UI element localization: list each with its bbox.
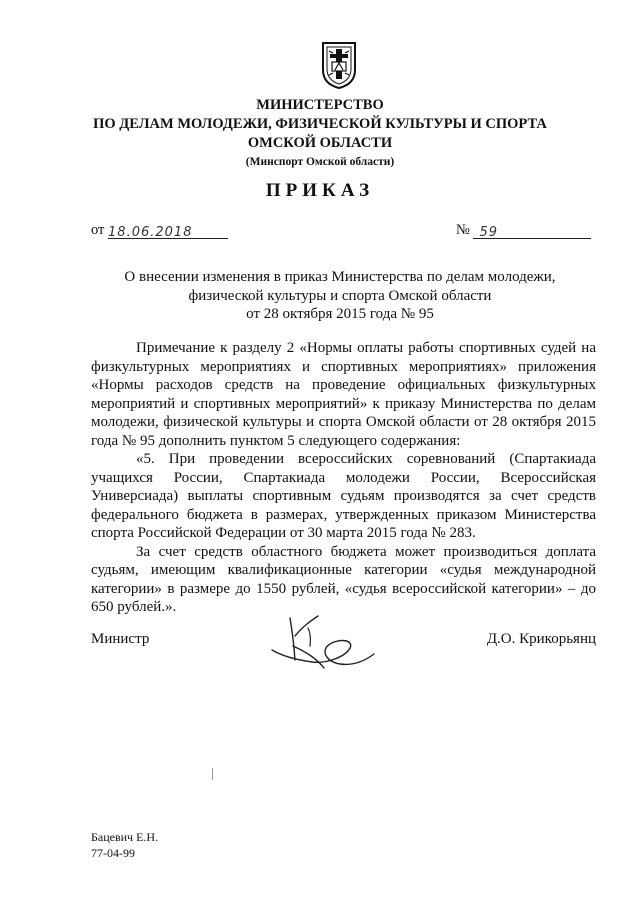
- handwritten-signature: [268, 610, 378, 676]
- executor-info: [91, 829, 158, 861]
- ministry-name-line-2: ПО ДЕЛАМ МОЛОДЕЖИ, ФИЗИЧЕСКОЙ КУЛЬТУРЫ И СПОРТА: [93, 116, 547, 132]
- executor-phone: 77-04-99: [91, 846, 135, 860]
- scan-mark: [212, 768, 213, 780]
- ministry-short-name: (Минспорт Омской области): [245, 156, 395, 168]
- signatory-position: Министр: [91, 631, 150, 647]
- signatory-name: Д.О. Крикорьянц: [486, 631, 596, 647]
- ministry-name-line-1: МИНИСТЕРСТВО: [256, 97, 384, 113]
- date-prefix: от: [91, 222, 105, 238]
- executor-name: Бацевич Е.Н.: [91, 830, 159, 844]
- order-date-line: [91, 222, 228, 239]
- number-prefix: №: [456, 222, 470, 238]
- number-underline: [473, 224, 591, 239]
- date-underline: [108, 224, 228, 239]
- subject-line-3: от 28 октября 2015 года № 95: [246, 306, 434, 322]
- order-subject: [60, 268, 620, 324]
- subject-line-2: физической культуры и спорта Омской области: [188, 287, 492, 304]
- subject-line-1: О внесении изменения в приказ Министерства по делам молодежи,: [124, 269, 556, 285]
- body-paragraph-1: Примечание к разделу 2 «Нормы оплаты работы спортивных судей на физкультурных мероприятиях и спортивных мероприятиях» приложения «Нормы расходов средств на проведение официальных физкультурных мероприятий и спортивных мероприятий» к приказу Министерства по делам молодежи, физической культуры и спорта Омской области от 28 октября 2015 года № 95 дополнить пунктом 5 следующего содержания:: [91, 340, 596, 449]
- order-number-line: [456, 222, 591, 239]
- body-paragraph-2: «5. При проведении всероссийских соревнований (Спартакиада учащихся России, Спартакиада молодежи России, Всероссийская Универсиада) выплаты спортивным судьям производятся за счет средств федерального бюджета в размерах, утвержденных приказом Министерства спорта Российской Федерации от 30 марта 2015 года № 283.: [91, 451, 596, 541]
- order-body: [91, 339, 596, 617]
- date-handwritten: 18.06.2018: [108, 225, 193, 240]
- number-handwritten: 59: [479, 225, 499, 240]
- ministry-name-line-3: ОМСКОЙ ОБЛАСТИ: [247, 135, 393, 151]
- body-paragraph-3: За счет средств областного бюджета может производиться доплата судьям, имеющим квалификационные категории «судья международной категории» в размере до 1550 рублей, «судья всероссийской категории» – до 650 рублей.».: [91, 543, 596, 615]
- ministry-header: [0, 96, 640, 171]
- coat-of-arms-emblem: [320, 40, 358, 90]
- document-type-title: ПРИКАЗ: [265, 180, 375, 201]
